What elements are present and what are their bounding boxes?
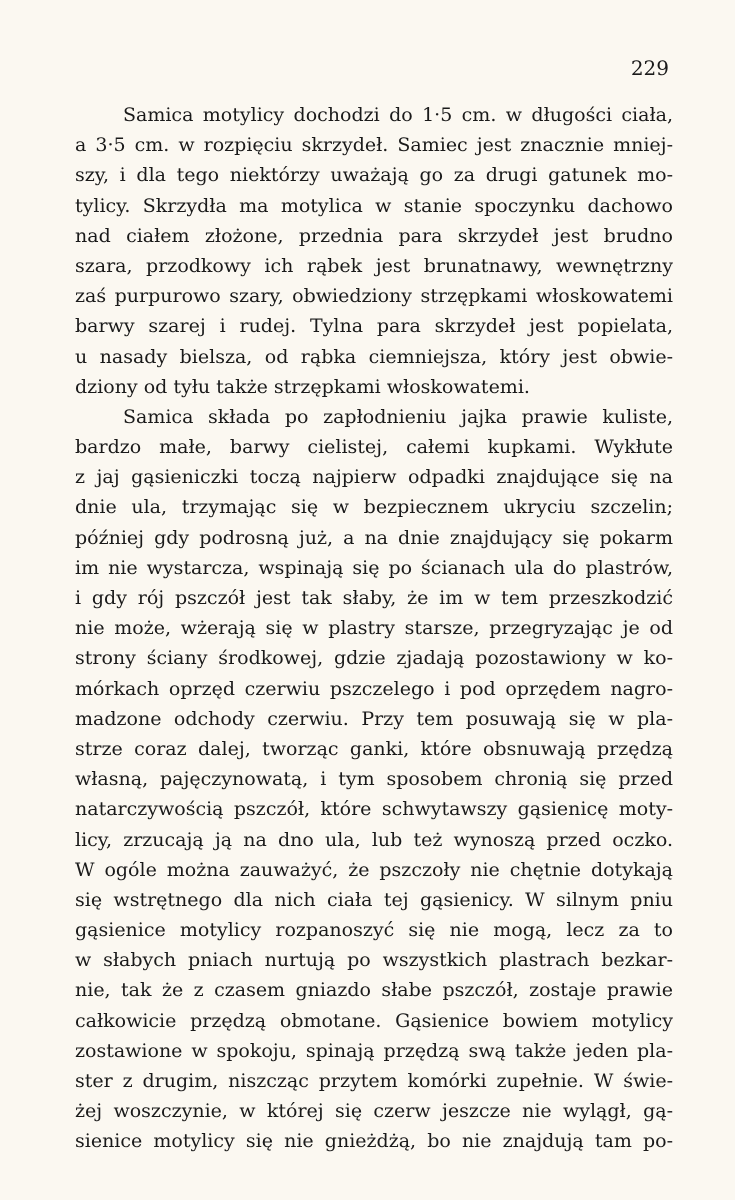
text-line: żej woszczynie, w której się czerw jeszcze nie wylągł, gą- [75,1100,673,1123]
text-line: nad ciałem złożone, przednia para skrzydeł jest brudno [75,224,673,247]
text-line: strze coraz dalej, tworząc ganki, które obsnuwają przędzą [75,737,673,760]
text-line: i gdy rój pszczół jest tak słaby, że im w tem przeszkodzić [75,587,673,609]
text-line: bardzo małe, barwy cielistej, całemi kupkami. Wykłute [75,436,673,459]
text-line: strony ściany środkowej, gdzie zjadają pozostawiony w ko- [75,647,673,670]
text-line: sienice motylicy się nie gnieżdżą, bo nie znajdują tam po- [75,1130,673,1153]
text-line: gąsienice motylicy rozpanoszyć się nie mogą, lecz za to [75,919,673,942]
text-line: dnie ula, trzymając się w bezpiecznem ukryciu szczelin; [75,496,673,519]
text-line: im nie wystarcza, wspinają się po ścianach ula do plastrów, [75,556,673,579]
text-line: ster z drugim, niszcząc przytem komórki zupełnie. W świe- [75,1070,673,1092]
text-line: tylicy. Skrzydła ma motylica w stanie spoczynku dachowo [75,194,673,217]
text-line: Samica motylicy dochodzi do 1·5 cm. w długości ciała, [123,104,673,126]
body-text [75,100,673,1157]
text-line: szy, i dla tego niektórzy uważają go za drugi gatunek mo- [75,164,673,187]
text-line: madzone odchody czerwiu. Przy tem posuwają się w pla- [75,707,673,730]
text-line: barwy szarej i rudej. Tylna para skrzydeł jest popielata, [75,315,673,338]
text-line: z jaj gąsieniczki toczą najpierw odpadki znajdujące się na [75,466,673,489]
text-line: szara, przodkowy ich rąbek jest brunatnawy, wewnętrzny [75,254,673,277]
text-line: nie może, wżerają się w plastry starsze, przegryzając je od [75,617,673,640]
text-line: natarczywością pszczół, które schwytawszy gąsienicę moty- [75,798,673,821]
text-line: W ogóle można zauważyć, że pszczoły nie chętnie dotykają [75,858,673,881]
text-line: u nasady bielsza, od rąbka ciemniejsza, który jest obwie- [75,345,673,368]
text-line: w słabych pniach nurtują po wszystkich plastrach bezkar- [75,949,673,972]
text-line: licy, zrzucają ją na dno ula, lub też wynoszą przed oczko. [75,828,673,851]
page-number: 229 [630,56,669,80]
text-line: Samica składa po zapłodnieniu jajka prawie kuliste, [123,405,673,428]
text-line: mórkach oprzęd czerwiu pszczelego i pod oprzędem nagro- [75,677,673,700]
text-line: zostawione w spokoju, spinają przędzą swą także jeden pla- [75,1039,673,1062]
text-line: własną, pajęczynowatą, i tym sposobem chronią się przed [75,768,673,791]
text-line: całkowicie przędzą obmotane. Gąsienice bowiem motylicy [75,1009,673,1032]
text-line: dziony od tyłu także strzępkami włoskowatemi. [75,375,530,398]
text-line: a 3·5 cm. w rozpięciu skrzydeł. Samiec jest znacznie mniej- [75,134,673,157]
text-line: później gdy podrosną już, a na dnie znajdujący się pokarm [75,526,673,549]
text-line: nie, tak że z czasem gniazdo słabe pszczół, zostaje prawie [75,979,673,1002]
text-line: zaś purpurowo szary, obwiedziony strzępkami włoskowatemi [75,285,673,308]
text-line: się wstrętnego dla nich ciała tej gąsienicy. W silnym pniu [75,888,673,911]
